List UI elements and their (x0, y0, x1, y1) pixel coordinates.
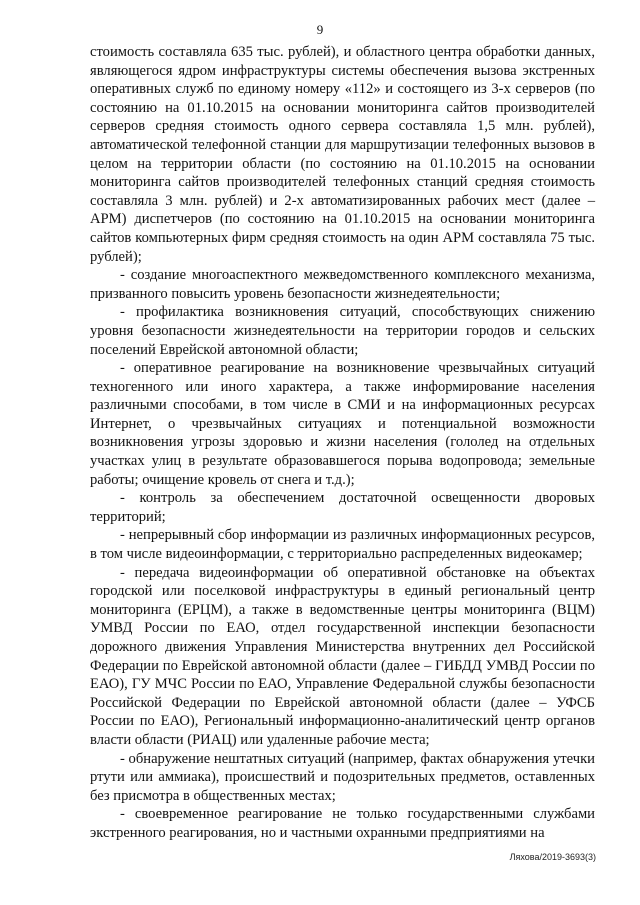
paragraph-bullet-video-transfer: - передача видеоинформации об оперативной обстановке на объектах городской или поселковой инфраструктуры в единый региональный центр мониторинга (ЕРЦМ), а также в ведомственные центры мониторинга (ВЦМ) УМВД России по ЕАО, отдел государственной инспекции безопасности дорожного движения Управления Министерства внутренних дел Российской Федерации по Еврейской автономной области (далее – ГИБДД УМВД России по ЕАО), ГУ МЧС России по ЕАО, Управление Федеральной службы безопасности Российской Федерации по Еврейской автономной области (далее – УФСБ России по ЕАО), Региональный информационно-аналитический центр органов власти области (РИАЦ) или удаленные рабочие места; (90, 564, 595, 748)
page-number: 9 (316, 22, 324, 37)
paragraph-bullet-incident-detection: - обнаружение нештатных ситуаций (например, фактах обнаружения утечки ртути или аммиака), происшествий и подозрительных предметов, оставленных без присмотра в общественных местах; (90, 750, 595, 804)
paragraph-bullet-emergency-response: - оперативное реагирование на возникновение чрезвычайных ситуаций техногенного или иного характера, а также информирование населения различными способами, в том числе в СМИ и на информационных ресурсах Интернет, о чрезвычайных ситуациях и потенциальной возможности возникновения угрозы здоровью и жизни населения (гололед на отдельных участках улиц в результате образовавшегося порыва водопровода; земельные работы; очищение кровель от снега и т.д.); (90, 360, 595, 488)
document-reference: Ляхова/2019-3693(3) (509, 852, 596, 862)
paragraph-cost-description: стоимость составляла 635 тыс. рублей), и областного центра обработки данных, являющегося ядром инфраструктуры системы обеспечения вызова экстренных оперативных служб по единому номеру «112» и состоящего из 3-х серверов (по состоянию на 01.10.2015 на основании мониторинга сайтов производителей серверов средняя стоимость одного сервера составляла 1,5 млн. рублей), автоматической телефонной станции для маршрутизации телефонных вызовов в целом на территории области (по состоянию на 01.10.2015 на основании мониторинга сайтов производителей телефонных станций средняя стоимость составляла 3 млн. рублей) и 2-х автоматизированных рабочих мест (далее – АРМ) диспетчеров (по состоянию на 01.10.2015 на основании мониторинга сайтов компьютерных фирм средняя стоимость на один АРМ составляла 75 тыс. рублей); (90, 44, 595, 265)
paragraph-bullet-lighting-control: - контроль за обеспечением достаточной освещенности дворовых территорий; (90, 490, 595, 525)
document-body (90, 43, 595, 843)
paragraph-bullet-information-collection: - непрерывный сбор информации из различных информационных ресурсов, в том числе видеоинформации, с территориально распределенных видеокамер; (90, 527, 595, 563)
paragraph-bullet-prevention: - профилактика возникновения ситуаций, способствующих снижению уровня безопасности жизнедеятельности на территории городов и сельских поселений Еврейской автономной области; (90, 304, 595, 358)
paragraph-bullet-mechanism: - создание многоаспектного межведомственного комплексного механизма, призванного повысить уровень безопасности жизнедеятельности; (90, 267, 595, 302)
paragraph-bullet-timely-response: - своевременное реагирование не только государственными службами экстренного реагирования, но и частными охранными предприятиями на (90, 806, 595, 841)
